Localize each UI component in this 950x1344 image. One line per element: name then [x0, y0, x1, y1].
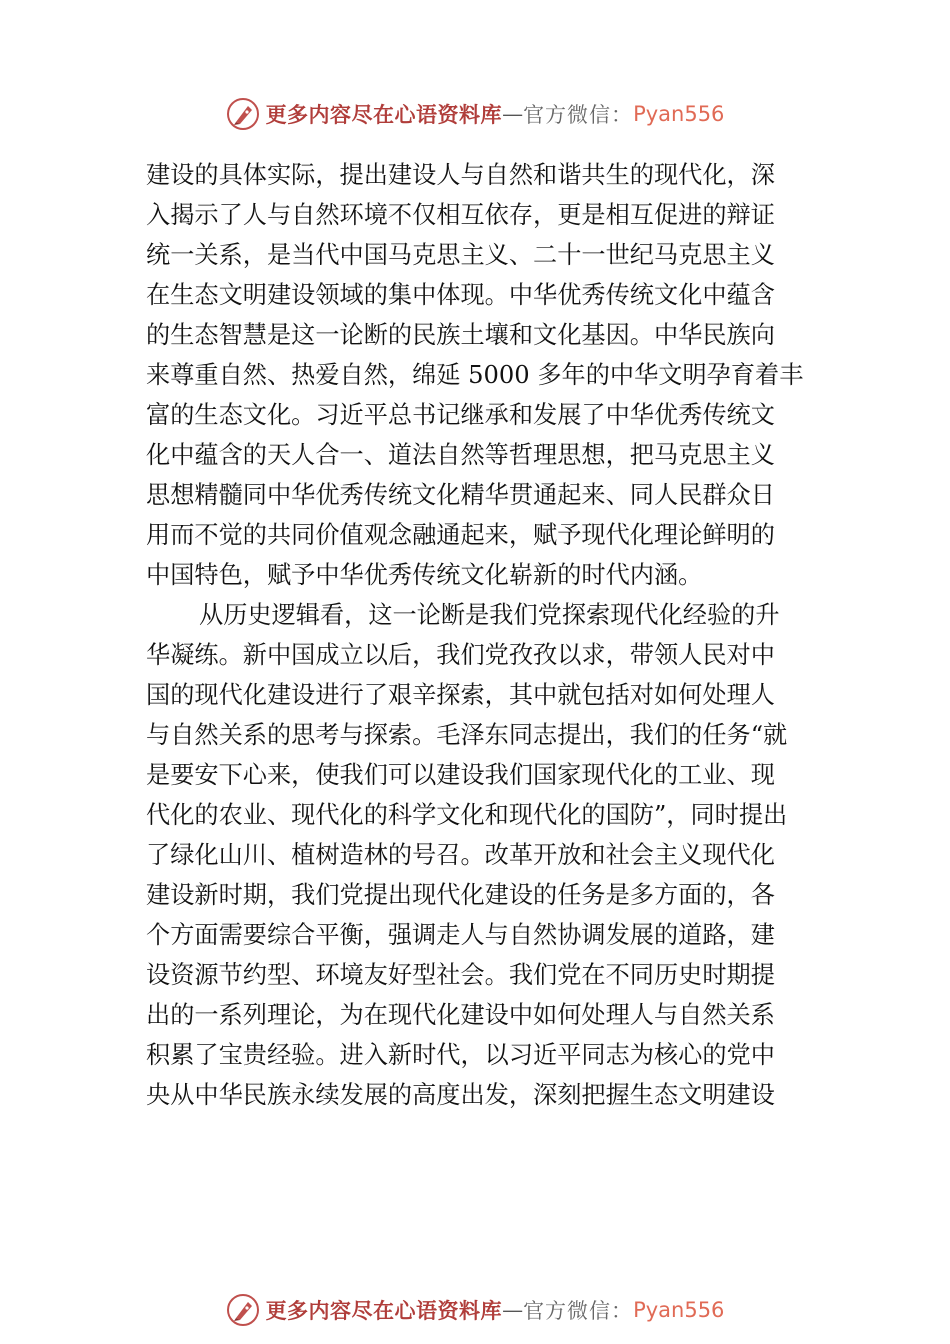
body-line: 建设新时期，我们党提出现代化建设的任务是多方面的，各 [146, 881, 775, 909]
body-line: 在生态文明建设领域的集中体现。中华优秀传统文化中蕴含 [146, 281, 775, 309]
body-line: 国的现代化建设进行了艰辛探索，其中就包括对如何处理人 [146, 681, 775, 709]
body-line: 思想精髓同中华优秀传统文化精华贯通起来、同人民群众日 [146, 481, 775, 509]
body-line: 建设的具体实际，提出建设人与自然和谐共生的现代化，深 [146, 161, 775, 189]
body-line: 出的一系列理论，为在现代化建设中如何处理人与自然关系 [146, 1001, 775, 1029]
body-line: 来尊重自然、热爱自然，绵延 5000 多年的中华文明孕育着丰 [146, 361, 804, 389]
article-body [146, 155, 810, 1115]
pen-nib-logo-icon [226, 1293, 260, 1327]
paragraph-start-line: 从历史逻辑看，这一论断是我们党探索现代化经验的升 [199, 601, 780, 629]
header-brand-text: 更多内容尽在心语资料库 [265, 102, 503, 127]
body-line: 富的生态文化。习近平总书记继承和发展了中华优秀传统文 [146, 401, 775, 429]
body-line: 与自然关系的思考与探索。毛泽东同志提出，我们的任务“就 [146, 721, 788, 749]
body-line: 中国特色，赋予中华优秀传统文化崭新的时代内涵。 [146, 561, 703, 589]
body-line: 化中蕴含的天人合一、道法自然等哲理思想，把马克思主义 [146, 441, 775, 469]
footer-wechat-label: 官方微信： [523, 1299, 634, 1323]
footer-brand-text: 更多内容尽在心语资料库 [265, 1298, 503, 1323]
body-line: 统一关系，是当代中国马克思主义、二十一世纪马克思主义 [146, 241, 775, 269]
body-line: 积累了宝贵经验。进入新时代，以习近平同志为核心的党中 [146, 1041, 775, 1069]
header-wechat-label: 官方微信： [523, 103, 634, 127]
body-line: 央从中华民族永续发展的高度出发，深刻把握生态文明建设 [146, 1081, 775, 1109]
pen-nib-logo-icon [226, 97, 260, 131]
body-line: 了绿化山川、植树造林的号召。改革开放和社会主义现代化 [146, 841, 775, 869]
header-account: Pyan556 [633, 102, 725, 126]
body-line: 设资源节约型、环境友好型社会。我们党在不同历史时期提 [146, 961, 775, 989]
footer-account: Pyan556 [633, 1298, 725, 1322]
body-line: 个方面需要综合平衡，强调走人与自然协调发展的道路，建 [146, 921, 775, 949]
body-line: 入揭示了人与自然环境不仅相互依存，更是相互促进的辩证 [146, 201, 775, 229]
footer-banner [0, 1290, 950, 1330]
body-line: 是要安下心来，使我们可以建设我们国家现代化的工业、现 [146, 761, 775, 789]
body-line: 华凝练。新中国成立以后，我们党孜孜以求，带领人民对中 [146, 641, 775, 669]
header-dash: — [502, 102, 524, 126]
body-line: 的生态智慧是这一论断的民族土壤和文化基因。中华民族向 [146, 321, 775, 349]
header-banner [0, 94, 950, 134]
body-line: 代化的农业、现代化的科学文化和现代化的国防”，同时提出 [146, 801, 788, 829]
footer-dash: — [502, 1298, 524, 1322]
body-line: 用而不觉的共同价值观念融通起来，赋予现代化理论鲜明的 [146, 521, 775, 549]
